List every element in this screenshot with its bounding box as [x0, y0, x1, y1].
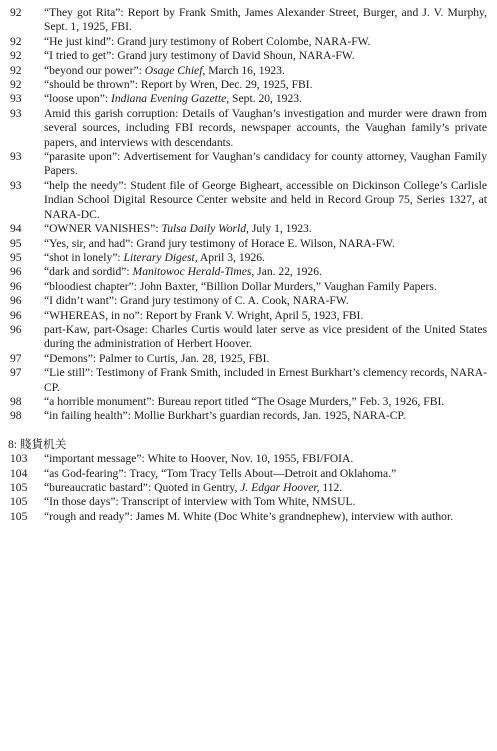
note-entry — [8, 352, 487, 366]
note-page-number: 96 — [10, 308, 22, 322]
note-text: “He just kind”: Grand jury testimony of Robert Colombe, NARA-FW. — [44, 34, 371, 48]
note-entry — [8, 495, 487, 509]
note-entry — [8, 222, 487, 236]
note-text — [44, 64, 487, 78]
note-entry — [8, 49, 487, 63]
note-text: “should be thrown”: Report by Wren, Dec. 29, 1925, FBI. — [44, 78, 313, 92]
note-entry — [8, 510, 487, 524]
note-entry — [8, 35, 487, 49]
note-page-number: 98 — [10, 394, 22, 408]
note-page-number: 92 — [10, 63, 22, 77]
note-page-number: 105 — [10, 495, 28, 509]
note-source-title: Osage Chief, — [144, 63, 206, 77]
section-heading: 8: 賤貨机关 — [8, 437, 67, 451]
note-text: “in failing health”: Mollie Burkhart’s guardian records, Jan. 1925, NARA-CP. — [44, 409, 406, 423]
note-entry — [8, 179, 487, 222]
note-entry — [8, 280, 487, 294]
note-entry — [8, 481, 487, 495]
note-page-number: 96 — [10, 279, 22, 293]
note-page-number: 93 — [10, 150, 22, 164]
note-text: “parasite upon”: Advertisement for Vaughan’s candidacy for county attorney, Vaughan Family Papers. — [44, 150, 487, 178]
note-text-tail: March 16, 1923. — [205, 63, 285, 77]
note-page-number: 93 — [10, 178, 22, 192]
note-text: part-Kaw, part-Osage: Charles Curtis would later serve as vice president of the United States during the administration of Herbert Hoover. — [44, 322, 487, 351]
note-entry — [8, 323, 487, 352]
note-source-title: Literary Digest, — [123, 250, 198, 264]
note-page-number: 94 — [10, 222, 22, 236]
note-page-number: 92 — [10, 78, 22, 92]
note-text-lead: “shot in lonely”: — [44, 250, 124, 264]
note-text-tail: Jan. 22, 1926. — [254, 265, 322, 279]
notes-list-chapter-7 — [8, 6, 487, 424]
note-text-tail: July 1, 1923. — [248, 222, 312, 236]
note-entry — [8, 294, 487, 308]
note-text-tail: April 3, 1926. — [197, 250, 265, 264]
note-entry — [8, 107, 487, 150]
note-text: “They got Rita”: Report by Frank Smith, James Alexander Street, Burger, and J. V. Murphy, Sept. 1, 1925, FBI. — [44, 6, 487, 34]
note-text-tail: Sept. 20, 1923. — [229, 92, 302, 106]
note-entry — [8, 452, 487, 466]
note-text: “rough and ready”: James M. White (Doc White’s grandnephew), interview with author. — [44, 509, 454, 523]
note-text-lead: “loose upon”: — [44, 92, 111, 106]
note-entry — [8, 251, 487, 265]
note-text: “bloodiest chapter”: John Baxter, “Billion Dollar Murders,” Vaughan Family Papers. — [44, 279, 437, 293]
note-text: “help the needy”: Student file of George Bigheart, accessible on Dickinson College’s Carlisle Indian School Digital Resource Center website and held in Record Group 75, Series 1327, at NARA-DC. — [44, 178, 487, 221]
note-page-number: 92 — [10, 6, 22, 19]
note-entry — [8, 6, 487, 35]
note-entry — [8, 366, 487, 395]
note-entry — [8, 150, 487, 179]
note-page-number: 98 — [10, 409, 22, 423]
note-text: “a horrible monument”: Bureau report titled “The Osage Murders,” Feb. 3, 1926, FBI. — [44, 394, 445, 408]
note-text: “In those days”: Transcript of interview with Tom White, NMSUL. — [44, 495, 356, 509]
note-entry — [8, 409, 487, 423]
note-entry — [8, 237, 487, 251]
note-text-lead: “dark and sordid”: — [44, 265, 133, 279]
note-source-title: J. Edgar Hoover, — [240, 481, 320, 494]
note-text: “I didn’t want”: Grand jury testimony of C. A. Cook, NARA-FW. — [44, 294, 349, 308]
note-text: “Lie still”: Testimony of Frank Smith, included in Ernest Burkhart’s clemency records, NARA-CP. — [44, 366, 487, 394]
note-entry — [8, 92, 487, 106]
note-text: “important message”: White to Hoover, Nov. 10, 1955, FBI/FOIA. — [44, 452, 354, 466]
note-entry — [8, 467, 487, 481]
note-text-lead: “bureaucratic bastard”: Quoted in Gentry, — [44, 481, 241, 494]
note-page-number: 105 — [10, 481, 28, 494]
notes-list-chapter-8 — [8, 452, 487, 524]
note-page-number: 92 — [10, 34, 22, 48]
note-page-number: 97 — [10, 366, 22, 380]
note-page-number: 97 — [10, 351, 22, 365]
note-text-lead: “OWNER VANISHES”: — [44, 222, 162, 236]
note-text: Amid this garish corruption: Details of Vaughan’s investigation and murder were drawn from several sources, including FBI records, newspaper accounts, the Vaughan family’s private papers, and interviews with descendants. — [44, 106, 487, 149]
note-page-number: 92 — [10, 49, 22, 63]
note-entry — [8, 265, 487, 279]
note-page-number: 95 — [10, 236, 22, 250]
note-source-title: Tulsa Daily World, — [161, 222, 249, 236]
note-text: “Yes, sir, and had”: Grand jury testimony of Horace E. Wilson, NARA-FW. — [44, 236, 395, 250]
note-text: “WHEREAS, in no”: Report by Frank V. Wright, April 5, 1923, FBI. — [44, 308, 364, 322]
note-entry — [8, 309, 487, 323]
note-entry — [8, 64, 487, 78]
note-page-number: 103 — [10, 452, 28, 466]
note-page-number: 96 — [10, 322, 22, 336]
note-text — [44, 251, 487, 265]
note-entry — [8, 78, 487, 92]
note-text — [44, 92, 487, 106]
note-text — [44, 481, 487, 495]
note-page-number: 96 — [10, 265, 22, 279]
note-page-number: 95 — [10, 250, 22, 264]
note-page-number: 93 — [10, 92, 22, 106]
note-text: “I tried to get”: Grand jury testimony of David Shoun, NARA-FW. — [44, 49, 355, 63]
note-source-title: Indiana Evening Gazette, — [110, 92, 230, 106]
note-page-number: 105 — [10, 509, 28, 523]
note-entry — [8, 395, 487, 409]
note-text — [44, 222, 487, 236]
note-text — [44, 265, 487, 279]
note-text-tail: 112. — [319, 481, 343, 494]
note-source-title: Manitowoc Herald-Times, — [132, 265, 255, 279]
note-text: “as God-fearing”: Tracy, “Tom Tracy Tells About—Detroit and Oklahoma.” — [44, 466, 397, 480]
note-page-number: 104 — [10, 466, 28, 480]
note-text-lead: “beyond our power”: — [44, 63, 145, 77]
note-page-number: 96 — [10, 294, 22, 308]
note-page-number: 93 — [10, 106, 22, 120]
note-text: “Demons”: Palmer to Curtis, Jan. 28, 1925, FBI. — [44, 351, 270, 365]
